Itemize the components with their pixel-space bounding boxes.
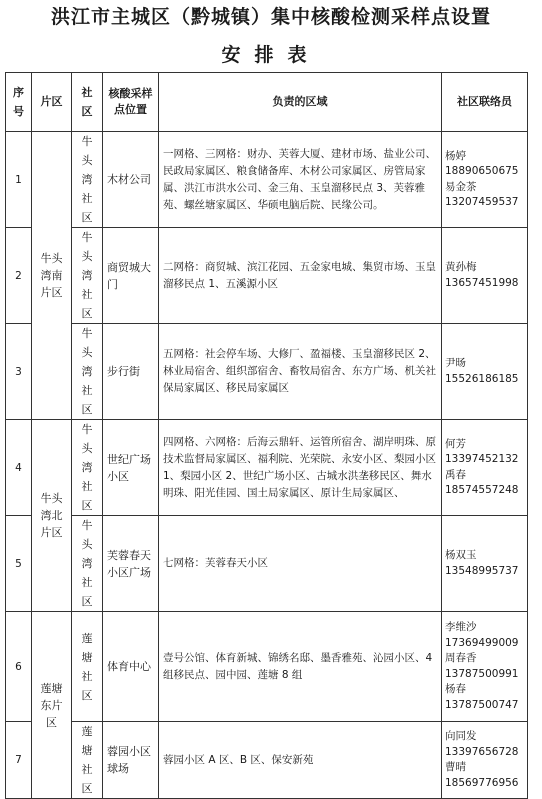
community-cell: 牛头湾社区 xyxy=(72,516,103,612)
sampling-site-table xyxy=(5,72,528,799)
row-no: 1 xyxy=(6,132,32,228)
contact-cell: 向同发 13397656728 曹晴 18569776956 xyxy=(442,722,528,799)
row-no: 3 xyxy=(6,324,32,420)
site-cell: 蓉园小区球场 xyxy=(103,722,159,799)
row-no: 2 xyxy=(6,228,32,324)
row-no: 5 xyxy=(6,516,32,612)
row-no: 6 xyxy=(6,612,32,722)
contact-cell: 杨婷 18890650675 易金茶 13207459537 xyxy=(442,132,528,228)
site-cell: 芙蓉春天小区广场 xyxy=(103,516,159,612)
responsible-cell: 一网格、三网格：财办、芙蓉大厦、建材市场、盐业公司、民政局家属区、粮食储备库、木材公司家属区、房管局家属、洪江市洪水公司、金三角、玉皇溜移民点 3、芙蓉雅苑、螺丝塘家属区、华硕电脑后院、民缘公司。 xyxy=(159,132,442,228)
header-responsible: 负责的区域 xyxy=(159,73,442,132)
responsible-cell: 四网格、六网格：后海云鼎轩、运管所宿舍、湖岸明珠、原技术监督局家属区、福利院、光荣院、永安小区、梨园小区 1、梨园小区 2、世纪广场小区、古城水洪垄移民区、舞水明珠、阳光佳园、国土局家属区、原计生局家属区、 xyxy=(159,420,442,516)
site-cell: 木材公司 xyxy=(103,132,159,228)
community-cell: 牛头湾社区 xyxy=(72,228,103,324)
document-subtitle: 安排表 xyxy=(221,44,321,66)
site-cell: 商贸城大门 xyxy=(103,228,159,324)
community-cell: 牛头湾社区 xyxy=(72,324,103,420)
contact-cell: 何芳 13397452132 禹春 18574557248 xyxy=(442,420,528,516)
table-header-row xyxy=(6,73,528,132)
contact-cell: 杨双玉 13548995737 xyxy=(442,516,528,612)
table-row xyxy=(6,420,528,516)
community-cell: 牛头湾社区 xyxy=(72,132,103,228)
row-no: 7 xyxy=(6,722,32,799)
area-cell: 莲塘东片区 xyxy=(32,612,72,799)
contact-cell: 李维沙 17369499009 周春香 13787500991 杨春 13787500747 xyxy=(442,612,528,722)
header-community: 社区 xyxy=(72,73,103,132)
community-cell: 莲塘社区 xyxy=(72,612,103,722)
table-row xyxy=(6,722,528,799)
header-no: 序号 xyxy=(6,73,32,132)
area-cell: 牛头湾南片区 xyxy=(32,132,72,420)
header-area: 片区 xyxy=(32,73,72,132)
site-cell: 世纪广场小区 xyxy=(103,420,159,516)
responsible-cell: 七网格：芙蓉春天小区 xyxy=(159,516,442,612)
community-cell: 莲塘社区 xyxy=(72,722,103,799)
contact-cell: 黄孙梅 13657451998 xyxy=(442,228,528,324)
site-cell: 体育中心 xyxy=(103,612,159,722)
document-title: 洪江市主城区（黔城镇）集中核酸检测采样点设置 xyxy=(50,6,491,28)
community-cell: 牛头湾社区 xyxy=(72,420,103,516)
contact-cell: 尹旸 15526186185 xyxy=(442,324,528,420)
table-row xyxy=(6,324,528,420)
responsible-cell: 蓉园小区 A 区、B 区、保安新苑 xyxy=(159,722,442,799)
table-row xyxy=(6,612,528,722)
table-row xyxy=(6,132,528,228)
row-no: 4 xyxy=(6,420,32,516)
area-cell: 牛头湾北片区 xyxy=(32,420,72,612)
header-contact: 社区联络员 xyxy=(442,73,528,132)
header-site: 核酸采样点位置 xyxy=(103,73,159,132)
table-row xyxy=(6,516,528,612)
responsible-cell: 壹号公馆、体育新城、锦绣名邸、墨香雅苑、沁园小区、4 组移民点、园中园、莲塘 8 组 xyxy=(159,612,442,722)
table-row xyxy=(6,228,528,324)
site-cell: 步行街 xyxy=(103,324,159,420)
responsible-cell: 五网格：社会停车场、大修厂、盈福楼、玉皇溜移民区 2、林业局宿舍、组织部宿舍、畜牧局宿舍、东方广场、机关社保局家属区、移民局家属区 xyxy=(159,324,442,420)
responsible-cell: 二网格：商贸城、滨江花园、五金家电城、集贸市场、玉皇溜移民点 1、五溪源小区 xyxy=(159,228,442,324)
